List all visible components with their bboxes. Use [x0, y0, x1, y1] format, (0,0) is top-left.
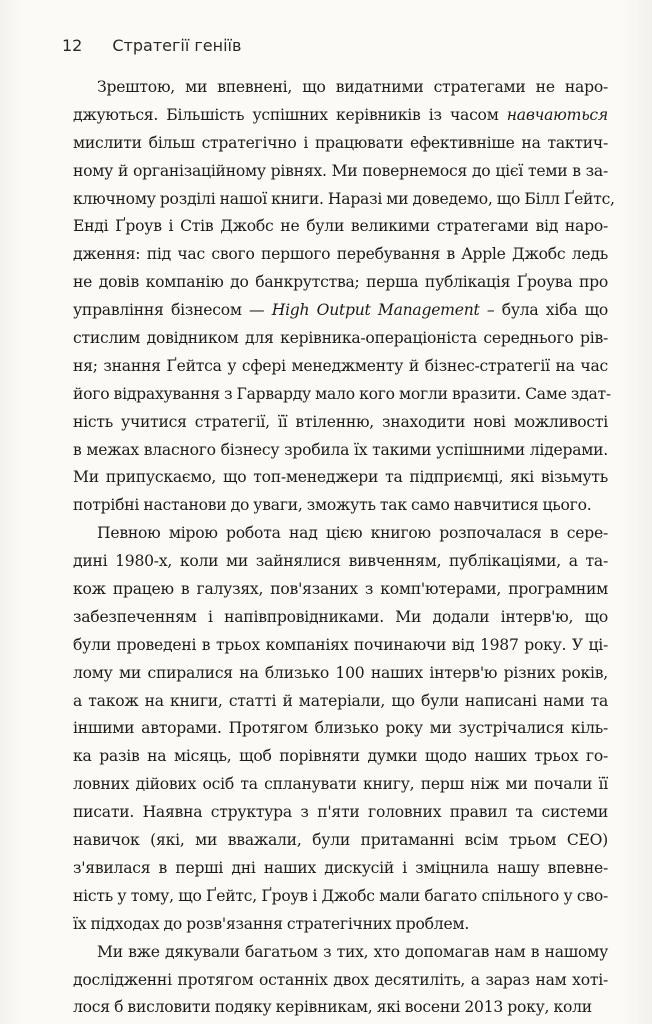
text-segment: лому ми спиралися на близько 100 наших інтерв'ю різних років,	[73, 663, 608, 682]
text-line	[73, 911, 608, 939]
text-line	[73, 492, 608, 520]
italic-text: навчаються	[506, 105, 608, 124]
text-line	[73, 939, 608, 967]
text-segment: кож працею в галузях, пов'язаних з комп'ютерами, програмним	[73, 580, 608, 599]
page-number: 12	[62, 36, 83, 55]
text-segment: мислити більш стратегічно і працювати ефективніше на тактич-	[73, 133, 608, 152]
text-segment: навичок (які, ми вважали, були притаманні всім трьом СЕО)	[73, 831, 608, 850]
text-line	[73, 102, 608, 130]
text-line	[73, 632, 608, 660]
text-line	[73, 297, 608, 325]
text-segment: дині 1980-х, коли ми зайнялися вивченням, публікаціями, а та-	[73, 552, 608, 571]
text-line	[73, 381, 611, 409]
text-line	[73, 353, 608, 381]
text-line	[73, 660, 608, 688]
text-line	[73, 158, 608, 186]
text-segment: Ми вже дякували багатьом з тих, хто допомагав нам в нашому	[97, 942, 608, 961]
text-segment: управління бізнесом —	[73, 301, 272, 320]
text-line	[73, 883, 608, 911]
text-line	[73, 771, 608, 799]
text-line	[73, 269, 608, 297]
text-line	[73, 688, 608, 716]
text-line	[73, 743, 608, 771]
text-line	[73, 715, 608, 743]
text-line	[73, 520, 608, 548]
text-segment: Ми припускаємо, що топ-менеджери та підприємці, які візьмуть	[73, 468, 608, 487]
text-segment: ка разів на місяць, щоб порівняти думки щодо наших трьох го-	[73, 747, 608, 766]
text-line	[73, 464, 608, 492]
text-line	[73, 241, 608, 269]
text-line	[73, 967, 608, 995]
text-segment: його відрахування з Гарварду мало кого могли вразити. Саме здат-	[73, 384, 611, 403]
text-line	[73, 409, 608, 437]
text-segment: ному й організаційному рівнях. Ми повернемося до цієї теми в за-	[73, 161, 608, 180]
paragraph	[73, 520, 608, 938]
text-segment: Певною мірою робота над цією книгою розпочалася в сере-	[97, 524, 608, 543]
text-segment: ня; знання Ґейтса у сфері менеджменту й бізнес-стратегії на час	[73, 356, 608, 375]
text-line	[73, 799, 608, 827]
text-segment: ність учитися стратегії, її втіленню, знаходити нові можливості	[73, 412, 608, 431]
text-line	[73, 213, 608, 241]
text-line	[73, 186, 615, 214]
text-line	[73, 548, 608, 576]
text-segment: забезпеченням і напівпровідниками. Ми додали інтерв'ю, що	[73, 607, 608, 626]
text-line	[73, 325, 608, 353]
text-segment: дослідженні протягом останніх двох десятиліть, а зараз нам хоті-	[73, 970, 608, 989]
text-segment: писати. Наявна структура з п'яти головних правил та системи	[73, 803, 608, 822]
text-segment: потрібні настанови до уваги, зможуть так само навчитися цього.	[73, 496, 592, 515]
text-segment: Енді Ґроув і Стів Джобс не були великими стратегами від наро-	[73, 217, 608, 236]
text-segment: дження: під час свого першого перебування в Apple Джобс ледь	[73, 245, 608, 264]
text-line	[73, 827, 608, 855]
running-header	[62, 36, 241, 55]
text-segment: – була хіба що	[479, 301, 608, 320]
text-segment: ність у тому, що Ґейтс, Ґроув і Джобс мали багато спільного у сво-	[73, 886, 608, 905]
text-segment: їх підходах до розв'язання стратегічних проблем.	[73, 914, 470, 933]
text-segment: ключному розділі нашої книги. Наразі ми доведемо, що Білл Ґейтс,	[73, 189, 615, 208]
text-segment: з'явилася в перші дні наших дискусій і зміцнила нашу впевне-	[73, 858, 608, 877]
text-segment: лося б висловити подяку керівникам, які восени 2013 року, коли	[73, 998, 592, 1017]
text-segment: а також на книги, статті й матеріали, що були написані нами та	[73, 691, 608, 710]
italic-text: High Output Management	[271, 301, 480, 320]
text-line	[73, 437, 608, 465]
text-line	[73, 576, 608, 604]
text-segment: були проведені в трьох компаніях починаючи від 1987 року. У ці-	[73, 635, 608, 654]
text-line	[73, 994, 608, 1022]
paragraph	[73, 939, 608, 1023]
text-segment: в межах власного бізнесу зробила їх такими успішними лідерами.	[73, 440, 608, 459]
text-line	[73, 604, 608, 632]
text-segment: Зрештою, ми впевнені, що видатними стратегами не наро-	[97, 78, 608, 96]
text-segment: іншими авторами. Протягом близько року ми зустрічалися кіль-	[73, 719, 608, 738]
text-segment: не довів компанію до банкрутства; перша публікація Ґроува про	[73, 273, 608, 292]
text-line	[73, 74, 608, 102]
text-line	[73, 855, 608, 883]
paragraph	[73, 74, 615, 520]
text-segment: ловних дійових осіб та спланувати книгу, перш ніж ми почали її	[73, 775, 608, 794]
body-text	[73, 74, 615, 1022]
text-segment: стислим довідником для керівника-операціоніста середнього рів-	[73, 329, 608, 348]
text-segment: джуються. Більшість успішних керівників із часом	[73, 105, 507, 124]
running-title: Стратегії геніїв	[112, 36, 242, 55]
text-line	[73, 130, 608, 158]
